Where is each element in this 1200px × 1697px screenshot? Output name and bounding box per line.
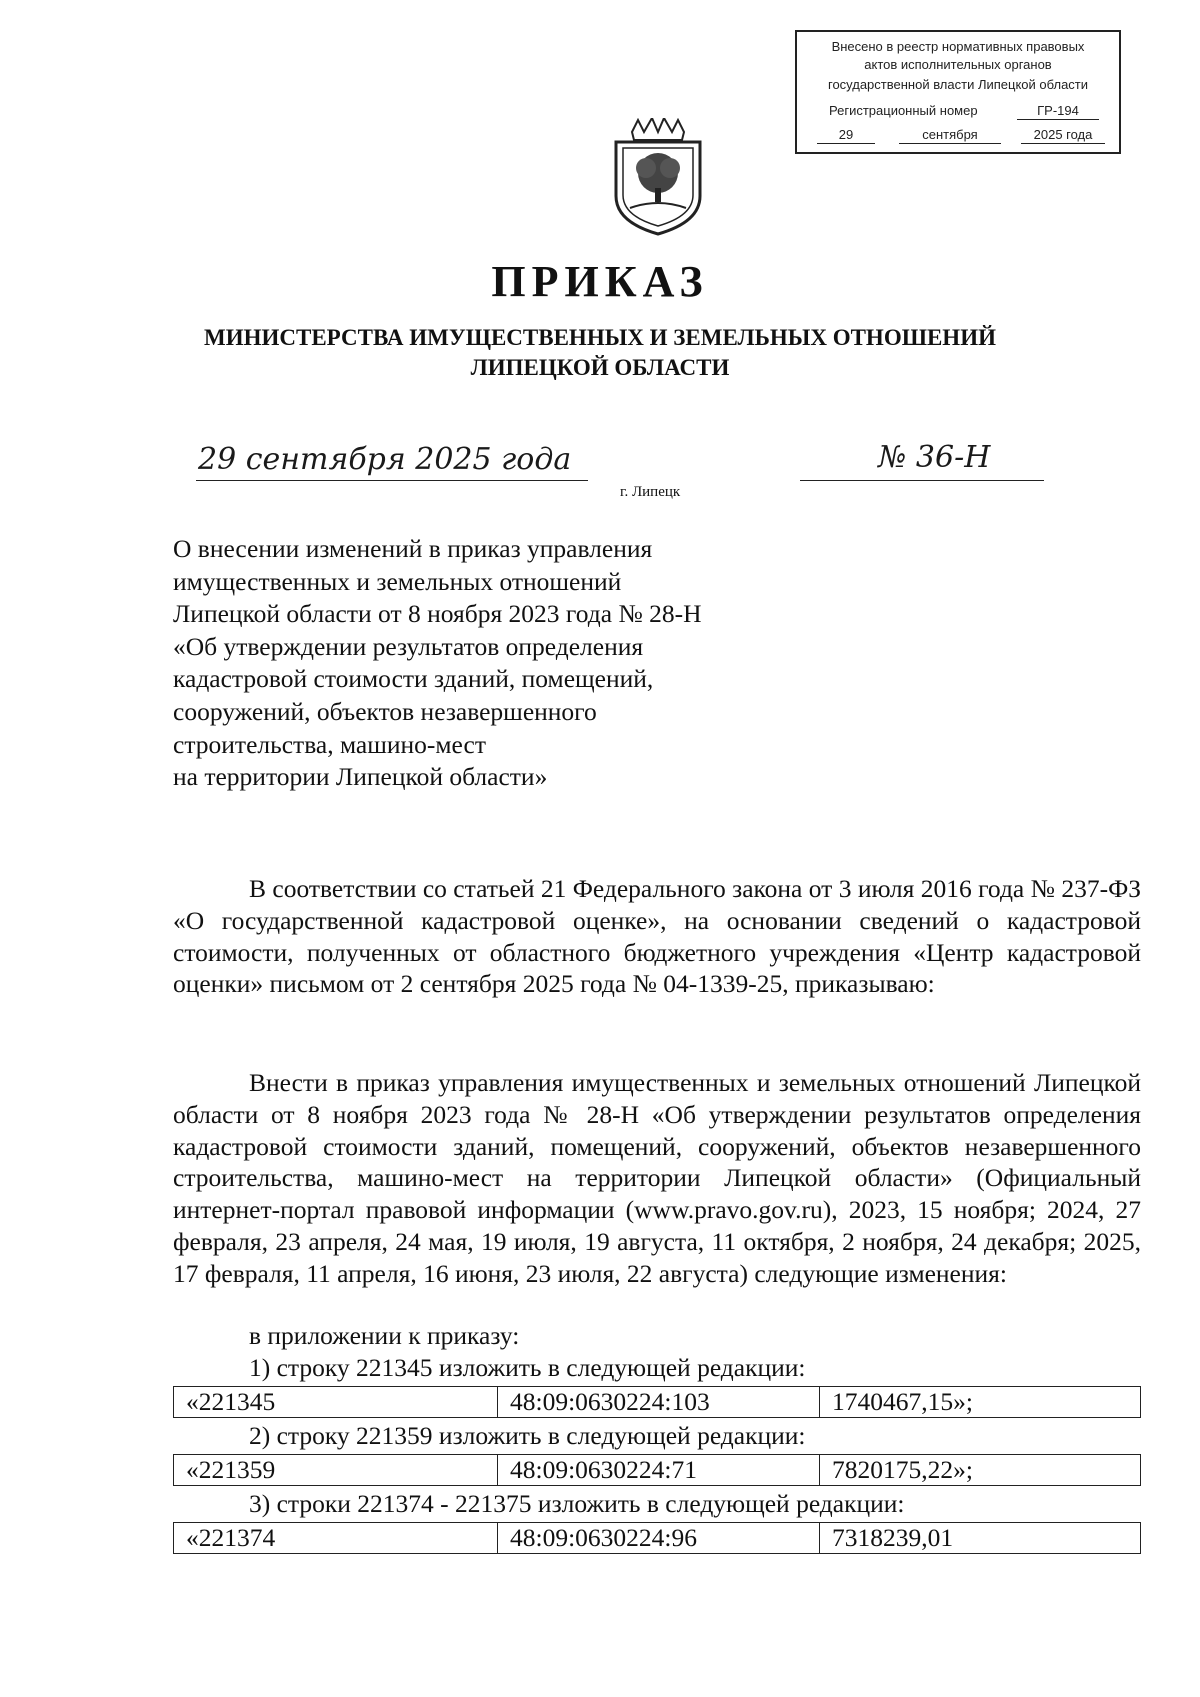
stamp-line-2: актов исполнительных органов [864, 57, 1052, 72]
amendment-row-1 [173, 1386, 1141, 1418]
amendment-row-3 [173, 1522, 1141, 1554]
subject-line: Липецкой области от 8 ноября 2023 года № 28-Н [173, 599, 702, 629]
amendment-label-3: 3) строки 221374 - 221375 изложить в следующей редакции: [249, 1489, 905, 1518]
cadastral-number-cell: 48:09:0630224:96 [498, 1523, 820, 1553]
subject-line: «Об утверждении результатов определения [173, 631, 644, 661]
subject-line: на территории Липецкой области» [173, 762, 548, 792]
cadastral-number-cell: 48:09:0630224:71 [498, 1455, 820, 1485]
body-paragraph-2: Внести в приказ управления имущественных и земельных отношений Липецкой области от 8 ноября 2023 года № 28-Н «Об утверждении результатов определения кадастровой стоимости зданий, помещений, сооружений, объектов незавершенного строительства, машино-мест на территории Липецкой области» (Официальный интернет-портал правовой информации (www.pravo.gov.ru), 2023, 15 ноября; 2024, 27 февраля, 23 апреля, 24 мая, 19 июля, 19 августа, 11 октября, 2 ноября, 24 декабря; 2025, 17 февраля, 11 апреля, 16 июня, 23 июля, 22 августа) следующие изменения: [173, 1068, 1141, 1288]
handwritten-number: № 36-Н [878, 440, 991, 475]
cadastral-value-cell: 7318239,01 [832, 1523, 954, 1552]
registry-stamp [795, 30, 1121, 154]
amendment-label-1: 1) строку 221345 изложить в следующей редакции: [249, 1353, 806, 1382]
subject-line: имущественных и земельных отношений [173, 566, 622, 596]
row-number-cell: «221374 [174, 1523, 498, 1553]
cadastral-number-cell: 48:09:0630224:103 [498, 1387, 820, 1417]
stamp-reg-number: ГР-194 [1017, 102, 1099, 120]
city-label: г. Липецк [620, 484, 681, 500]
row-number-cell: «221359 [174, 1455, 498, 1485]
ministry-name [0, 323, 1200, 383]
number-underline [800, 480, 1044, 481]
cadastral-value-cell: 1740467,15»; [832, 1387, 973, 1416]
date-underline [196, 480, 588, 481]
stamp-day: 29 [817, 126, 875, 144]
ministry-line-2: ЛИПЕЦКОЙ ОБЛАСТИ [470, 355, 730, 380]
subject-line: строительства, машино-мест [173, 729, 486, 759]
document-subject [173, 533, 733, 794]
ministry-line-1: МИНИСТЕРСТВА ИМУЩЕСТВЕННЫХ И ЗЕМЕЛЬНЫХ ОТНОШЕНИЙ [204, 325, 996, 350]
row-number-cell: «221345 [174, 1387, 498, 1417]
stamp-year: 2025 года [1021, 126, 1105, 144]
subject-line: кадастровой стоимости зданий, помещений, [173, 664, 654, 694]
coat-of-arms-emblem [608, 118, 708, 238]
handwritten-date: 29 сентября 2025 года [198, 442, 572, 477]
stamp-line-1: Внесено в реестр нормативных правовых [831, 39, 1085, 54]
stamp-line-3: государственной власти Липецкой области [827, 77, 1089, 92]
amendment-row-2 [173, 1454, 1141, 1486]
stamp-reg-label: Регистрационный номер [829, 103, 978, 118]
stamp-month: сентября [899, 126, 1001, 144]
amendment-label-2: 2) строку 221359 изложить в следующей редакции: [249, 1421, 806, 1450]
subject-line: сооружений, объектов незавершенного [173, 696, 597, 726]
body-paragraph-1: В соответствии со статьей 21 Федерального закона от 3 июля 2016 года № 237-ФЗ «О государственной кадастровой оценке», на основании сведений о кадастровой стоимости, полученных от областного бюджетного учреждения «Центр кадастровой оценки» письмом от 2 сентября 2025 года № 04-1339-25, приказываю: [173, 874, 1141, 999]
document-title: ПРИКАЗ [491, 257, 709, 306]
subject-line: О внесении изменений в приказ управления [173, 534, 653, 563]
cadastral-value-cell: 7820175,22»; [832, 1455, 973, 1484]
annex-line: в приложении к приказу: [249, 1321, 520, 1350]
